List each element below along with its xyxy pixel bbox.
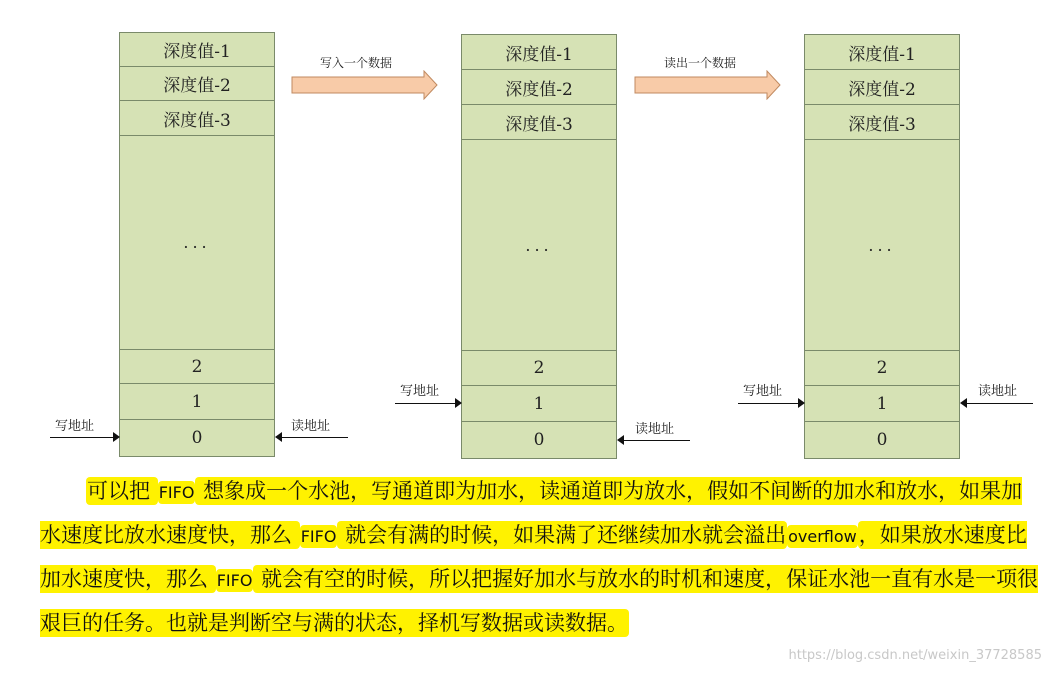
fifo1-cell-depth3: 深度值-3 — [120, 101, 274, 136]
para-overflow: overflow — [788, 527, 857, 546]
fifo1-write-arrow-head — [113, 432, 120, 442]
fifo1-read-arrow-head — [275, 432, 282, 442]
fifo3-cell-2: 2 — [805, 351, 959, 386]
fifo2-cell-2: 2 — [462, 351, 616, 386]
fifo3-read-arrow — [967, 403, 1033, 404]
fifo1-cell-0: 0 — [191, 428, 203, 448]
watermark-url: https://blog.csdn.net/weixin_37728585 — [788, 648, 1042, 663]
fifo1-cell-depth2: 深度值-2 — [120, 67, 274, 101]
para-part-5: 就会有满的时候，如果满了还继续加水就会溢出 — [338, 523, 787, 547]
fifo2-cell-depth3: 深度值-3 — [462, 105, 616, 140]
fifo3-cell-depth2: 深度值-2 — [805, 70, 959, 105]
para-part-1: 可以把 — [87, 479, 157, 503]
fifo3-read-addr-label: 读地址 — [978, 384, 1018, 399]
fifo1-cell-ellipsis: ... — [120, 136, 274, 350]
fifo3-write-arrow-head — [798, 398, 805, 408]
fifo3-cell-depth3: 深度值-3 — [805, 105, 959, 140]
para-part-3: 想象成一个水池，写通道即为加水，读通道即为放水，假如不间断的加水和放水，如果加水速度比放水速度快，那么 — [40, 479, 1023, 547]
fifo2-write-arrow-head — [455, 398, 462, 408]
fifo1-cell-depth1: 深度值-1 — [120, 33, 274, 67]
para-part-9: 就会有空的时候，所以把握好加水与放水的时机和速度，保证水池一直有水是一项很艰巨的任务。也就是判断空与满的状态，择机写数据或读数据。 — [40, 567, 1039, 635]
fifo3-cell-depth1: 深度值-1 — [805, 35, 959, 70]
para-part-7: ，如果放水速度比加水速度快，那么 — [40, 523, 1027, 591]
fifo3-cell-1: 1 — [805, 386, 959, 422]
fifo1-read-arrow — [282, 437, 348, 438]
fifo1-cell-1: 1 — [120, 384, 274, 420]
fifo1-write-arrow — [50, 437, 113, 438]
write-one-label: 写入一个数据 — [320, 56, 393, 70]
fifo-diagram-1 — [119, 32, 275, 457]
write-one-arrow — [291, 70, 439, 100]
fifo-diagram-2 — [461, 34, 617, 459]
fifo2-read-arrow — [624, 440, 690, 441]
fifo1-write-addr-label: 写地址 — [55, 419, 95, 434]
fifo2-read-arrow-head — [617, 435, 624, 445]
read-one-label: 读出一个数据 — [664, 56, 737, 70]
fifo2-write-arrow — [395, 403, 455, 404]
fifo1-cell-2: 2 — [120, 350, 274, 384]
fifo1-read-addr-label: 读地址 — [291, 419, 331, 434]
fifo2-write-addr-label: 写地址 — [400, 384, 440, 399]
fifo3-cell-ellipsis: ... — [805, 140, 959, 351]
fifo2-cell-depth1: 深度值-1 — [462, 35, 616, 70]
fifo3-write-addr-label: 写地址 — [743, 384, 783, 399]
fifo3-write-arrow — [738, 403, 798, 404]
para-fifo-3: FIFO — [216, 571, 253, 590]
para-fifo-2: FIFO — [300, 527, 337, 546]
fifo2-cell-1: 1 — [462, 386, 616, 422]
fifo2-cell-0: 0 — [533, 430, 545, 450]
para-fifo-1: FIFO — [158, 483, 195, 502]
fifo-diagram-3 — [804, 34, 960, 459]
explanation-paragraph — [40, 470, 1040, 645]
read-one-arrow — [634, 70, 782, 100]
fifo3-cell-0: 0 — [876, 430, 888, 450]
fifo2-cell-depth2: 深度值-2 — [462, 70, 616, 105]
fifo3-read-arrow-head — [960, 398, 967, 408]
fifo2-cell-ellipsis: ... — [462, 140, 616, 351]
fifo2-read-addr-label: 读地址 — [635, 422, 675, 437]
